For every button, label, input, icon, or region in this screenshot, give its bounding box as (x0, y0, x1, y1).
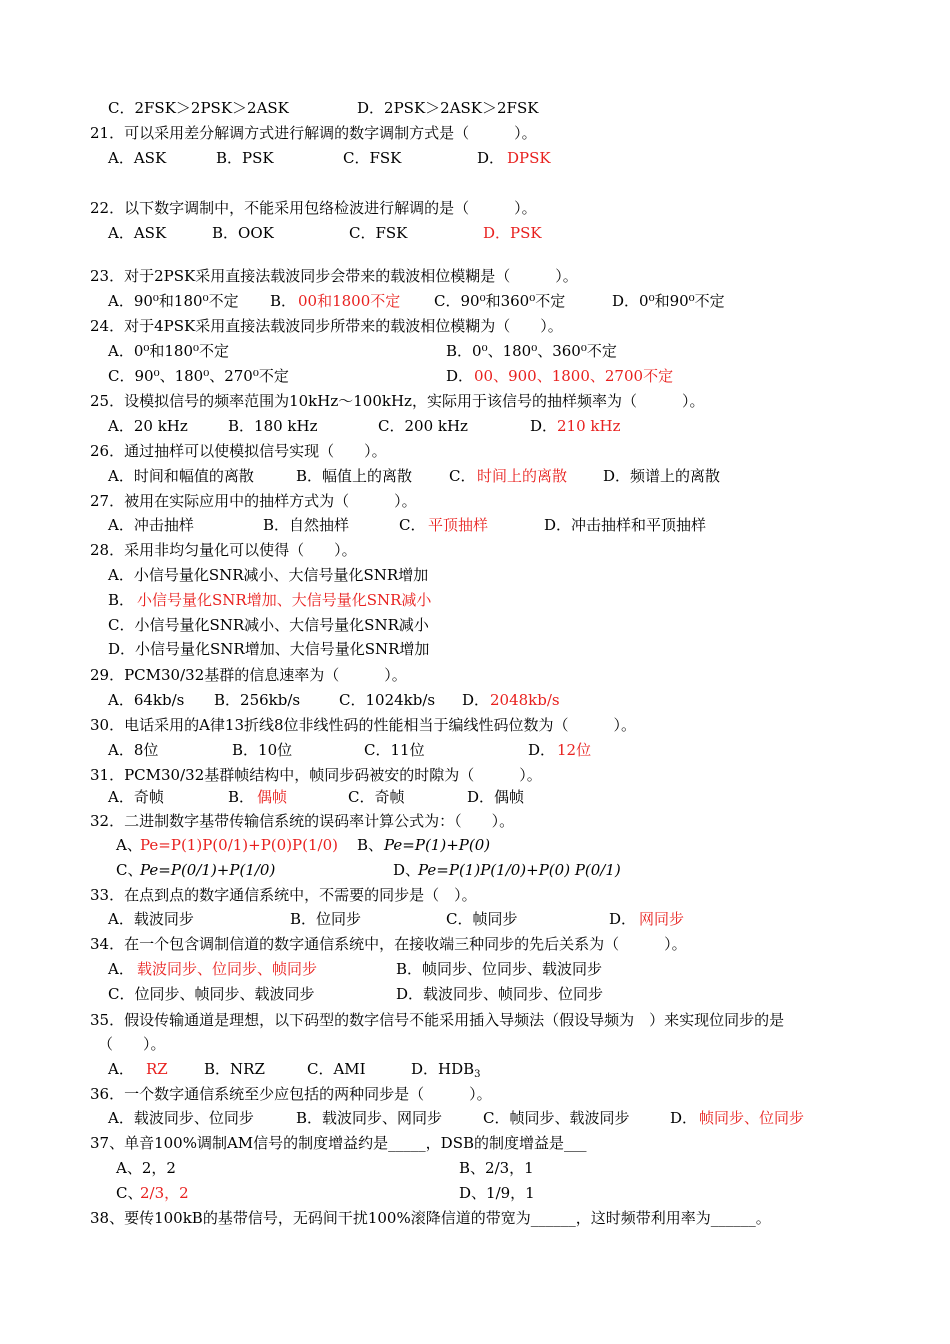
answer-option: C．2FSK＞2PSK＞2ASK (108, 99, 289, 117)
answer-option: C．1024kb/s (339, 691, 436, 709)
answer-option: A．0⁰和180⁰不定 (108, 342, 230, 360)
answer-option: A．小信号量化SNR减小、大信号量化SNR增加 (108, 566, 429, 584)
answer-option: B．自然抽样 (263, 516, 350, 534)
answer-option: C．奇帧 (348, 788, 405, 806)
answer-option: D． (477, 149, 505, 167)
answer-option: 00和1800不定 (298, 292, 401, 310)
answer-option: 2/3，2 (140, 1184, 189, 1202)
answer-option: A．载波同步、位同步 (108, 1109, 254, 1127)
answer-option: RZ (146, 1060, 168, 1078)
answer-option: 2048kb/s (490, 691, 560, 709)
answer-option: B．10位 (232, 741, 293, 759)
answer-option: A．奇帧 (108, 788, 164, 806)
answer-option: 平顶抽样 (428, 516, 489, 534)
answer-option: B． (228, 788, 255, 806)
hdb-subscript: 3 (474, 1069, 481, 1080)
answer-option: 网同步 (639, 910, 685, 928)
question-text: 22．以下数字调制中，不能采用包络检波进行解调的是（ ）。 (90, 199, 537, 217)
answer-option: B．帧同步、位同步、载波同步 (396, 960, 603, 978)
answer-option: C．位同步、帧同步、载波同步 (108, 985, 315, 1003)
answer-option: B． (270, 292, 297, 310)
question-text: 24．对于4PSK采用直接法载波同步所带来的载波相位模糊为（ ）。 (90, 317, 563, 335)
answer-option: B．256kb/s (214, 691, 301, 709)
answer-option: C．帧同步 (446, 910, 518, 928)
answer-option: 时间上的离散 (477, 467, 568, 485)
answer-option: A．64kb/s (108, 691, 185, 709)
question-text: 31．PCM30/32基群帧结构中，帧同步码被安的时隙为（ ）。 (90, 766, 542, 784)
answer-option: C． (399, 516, 426, 534)
question-text: 33．在点到点的数字通信系统中，不需要的同步是（ ）。 (90, 886, 477, 904)
answer-option: 210 kHz (557, 417, 621, 435)
answer-option: 12位 (557, 741, 592, 759)
answer-option: B．0⁰、180⁰、360⁰不定 (446, 342, 617, 360)
answer-option: A．ASK (108, 149, 167, 167)
answer-option: C．200 kHz (378, 417, 468, 435)
answer-option: D．小信号量化SNR增加、大信号量化SNR增加 (108, 640, 430, 658)
answer-option: D．$HDB_3$ (411, 1060, 481, 1080)
answer-option: Pe=P(0/1)+P(1/0) (140, 861, 276, 879)
answer-option: B．180 kHz (228, 417, 318, 435)
question-text: 26．通过抽样可以使模拟信号实现（ ）。 (90, 442, 387, 460)
answer-option: A．90⁰和180⁰不定 (108, 292, 239, 310)
question-text: 28．采用非均匀量化可以使得（ ）。 (90, 541, 357, 559)
answer-option: C．90⁰和360⁰不定 (434, 292, 566, 310)
question-text: 23．对于2PSK采用直接法载波同步会带来的载波相位模糊是（ ）。 (90, 267, 578, 285)
answer-option: D． (530, 417, 558, 435)
answer-option: D．PSK (483, 224, 542, 242)
answer-option: A．冲击抽样 (108, 516, 194, 534)
answer-option: C．FSK (343, 149, 402, 167)
answer-option: Pe=P(1)P(1/0)+P(0) P(0/1) (418, 861, 621, 879)
answer-option: A．时间和幅值的离散 (108, 467, 254, 485)
answer-option: D、 (393, 861, 421, 879)
answer-option: D． (446, 367, 474, 385)
answer-option: A． (108, 960, 134, 978)
question-text: 30．电话采用的A律13折线8位非线性码的性能相当于编线性码位数为（ ）。 (90, 716, 637, 734)
answer-option: D． (462, 691, 490, 709)
question-text: 27．被用在实际应用中的抽样方式为（ ）。 (90, 492, 417, 510)
answer-option: A．载波同步 (108, 910, 194, 928)
answer-option: 00、900、1800、2700不定 (474, 367, 674, 385)
answer-option: D． (609, 910, 637, 928)
answer-option: C．帧同步、载波同步 (483, 1109, 630, 1127)
question-text: 36．一个数字通信系统至少应包括的两种同步是（ ）。 (90, 1085, 492, 1103)
answer-option: C． (449, 467, 476, 485)
answer-option: 帧同步、位同步 (699, 1109, 805, 1127)
answer-option: D．2PSK＞2ASK＞2FSK (357, 99, 539, 117)
question-text: 29．PCM30/32基群的信息速率为（ ）。 (90, 666, 407, 684)
answer-option: D．频谱上的离散 (603, 467, 721, 485)
answer-option: B．载波同步、网同步 (296, 1109, 443, 1127)
answer-option: B．位同步 (290, 910, 362, 928)
question-text: 35．假设传输通道是理想，以下码型的数字信号不能采用插入导频法（假设导频为 ）来实现位同步的是 (90, 1011, 785, 1029)
question-text: 25．设模拟信号的频率范围为10kHz～100kHz，实际用于该信号的抽样频率为（ ）。 (90, 392, 705, 410)
answer-option: B、2/3，1 (459, 1159, 534, 1177)
answer-option: 小信号量化SNR增加、大信号量化SNR减小 (137, 591, 432, 609)
answer-option: D． (670, 1109, 698, 1127)
answer-option: Pe=P(1)P(0/1)+P(0)P(1/0) (140, 836, 338, 854)
answer-option: D． (528, 741, 556, 759)
answer-option: A、2，2 (116, 1159, 176, 1177)
answer-option: C．90⁰、180⁰、270⁰不定 (108, 367, 289, 385)
answer-option: Pe=P(1)+P(0) (384, 836, 491, 854)
answer-option: B、 (357, 836, 384, 854)
answer-option: A．ASK (108, 224, 167, 242)
answer-option: D．0⁰和90⁰不定 (612, 292, 725, 310)
answer-option: 载波同步、位同步、帧同步 (137, 960, 318, 978)
question-text: 38、要传100kB的基带信号，无码间干扰100%滚降信道的带宽为______，这时频带利用率为______。 (90, 1209, 771, 1227)
answer-option: C、 (116, 861, 143, 879)
answer-option: A、 (116, 836, 142, 854)
answer-option: 偶帧 (257, 788, 288, 806)
question-text: 21．可以采用差分解调方式进行解调的数字调制方式是（ ）。 (90, 124, 537, 142)
answer-option: D．载波同步、帧同步、位同步 (396, 985, 604, 1003)
answer-option: D．偶帧 (467, 788, 525, 806)
answer-option: C．AMI (307, 1060, 366, 1078)
answer-option: C、 (116, 1184, 143, 1202)
answer-option: A．8位 (108, 741, 159, 759)
answer-option: B．NRZ (204, 1060, 265, 1078)
answer-option: D、1/9，1 (459, 1184, 535, 1202)
answer-option: C．小信号量化SNR减小、大信号量化SNR减小 (108, 616, 429, 634)
answer-option: C．11位 (364, 741, 425, 759)
answer-option: B．OOK (212, 224, 274, 242)
answer-option: B．PSK (216, 149, 274, 167)
answer-option: D．冲击抽样和平顶抽样 (544, 516, 707, 534)
answer-option: B． (108, 591, 135, 609)
answer-option: C．FSK (349, 224, 408, 242)
answer-option: B．幅值上的离散 (296, 467, 413, 485)
answer-option: A．20 kHz (108, 417, 188, 435)
question-text: （ ）。 (98, 1035, 166, 1053)
question-text: 34．在一个包含调制信道的数字通信系统中，在接收端三种同步的先后关系为（ ）。 (90, 935, 687, 953)
answer-option: A． (108, 1060, 134, 1078)
question-text: 32．二进制数字基带传输信系统的误码率计算公式为：（ ）。 (90, 812, 515, 830)
question-text: 37、单音100%调制AM信号的制度增益约是_____，DSB的制度增益是___ (90, 1134, 587, 1152)
answer-option: DPSK (507, 149, 551, 167)
